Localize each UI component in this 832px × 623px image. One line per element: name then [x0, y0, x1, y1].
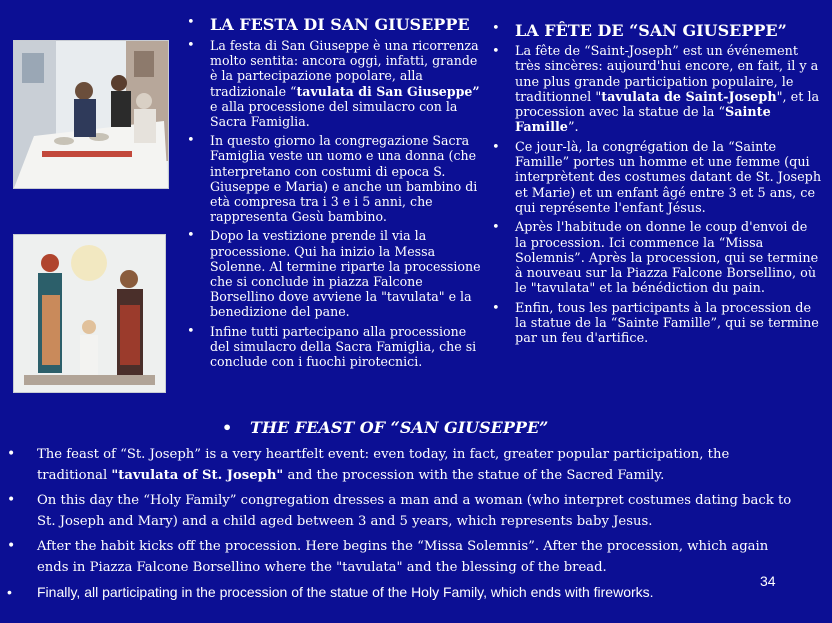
list-item: • Après l'habitude on donne le coup d'envoi de la procession. Ici commence la “Missa Solemnis”. Après la procession, qui se termine à nouveau sur la Piazza Falcone Borsellino, où le "tavulata" et la bénédiction du pain.	[488, 220, 823, 296]
italian-list	[183, 38, 483, 369]
bullet: •	[187, 15, 195, 30]
french-section	[488, 21, 823, 347]
italian-section	[183, 15, 483, 369]
bullet: •	[492, 21, 500, 36]
list-item: • Infine tutti partecipano alla processione del simulacro della Sacra Famiglia, che si conclude con i fuochi pirotecnici.	[183, 324, 483, 370]
french-list	[488, 44, 823, 347]
list-item: • La festa di San Giuseppe è una ricorrenza molto sentita: ancora oggi, infatti, grande è la partecipazione popolare, alla tradizionale “tavulata di San Giuseppe” e alla processione del simulacro con la Sacra Famiglia.	[183, 38, 483, 129]
list-item: • After the habit kicks off the procession. Here begins the “Missa Solemnis”. After the procession, which again ends in Piazza Falcone Borsellino where the "tavulata" and the blessing of the bread.	[0, 536, 800, 578]
list-item: • La fête de “Saint-Joseph” est un événement très sincères: aujourd'hui encore, en fait, il y a une plus grande participation populaire, le traditionnel "tavulata de Saint-Joseph", et la procession avec la statue de la “Sainte Famille”.	[488, 44, 823, 136]
list-item: • Dopo la vestizione prende il via la processione. Qui ha inizio la Messa Solenne. Al termine riparte la processione che si conclude in piazza Falcone Borsellino dove avviene la "tavulata" e la benedizione del pane.	[183, 228, 483, 319]
list-item: • The feast of “St. Joseph” is a very heartfelt event: even today, in fact, greater popular participation, the traditional "tavulata of St. Joseph" and the procession with the statue of the Sacred Family.	[0, 444, 800, 486]
tavulata-table-photo	[13, 40, 169, 189]
list-item: • In questo giorno la congregazione Sacra Famiglia veste un uomo e una donna (che interpretano con costumi di epoca S. Giuseppe e Maria) e anche un bambino di età compresa tra i 3 e i 5 anni, che rappresenta Gesù bambino.	[183, 133, 483, 224]
list-item: • Ce jour-là, la congrégation de la “Sainte Famille” portes un homme et une femme (qui interprètent des costumes datant de St. Joseph et Marie) et un enfant âgé entre 3 et 5 ans, ce qui représente l'enfant Jésus.	[488, 140, 823, 216]
french-title-row	[488, 21, 823, 40]
italian-title: LA FESTA DI SAN GIUSEPPE	[210, 15, 470, 34]
list-item: • Enfin, tous les participants à la procession de la statue de la “Sainte Famille”, qui se termine par un feu d'artifice.	[488, 301, 823, 347]
page-number: 34	[760, 573, 776, 589]
list-item: • On this day the “Holy Family” congregation dresses a man and a woman (who interpret costumes dating back to St. Joseph and Mary) and a child aged between 3 and 5 years, which represents baby Jesus.	[0, 490, 800, 532]
french-title: LA FÊTE DE “SAN GIUSEPPE”	[515, 21, 787, 40]
english-list	[0, 444, 800, 607]
list-item: • Finally, all participating in the procession of the statue of the Holy Family, which ends with fireworks.	[0, 582, 800, 603]
holy-family-statues-photo	[13, 234, 166, 393]
english-title: • THE FEAST OF “SAN GIUSEPPE”	[250, 418, 548, 437]
italian-title-row	[183, 15, 483, 34]
